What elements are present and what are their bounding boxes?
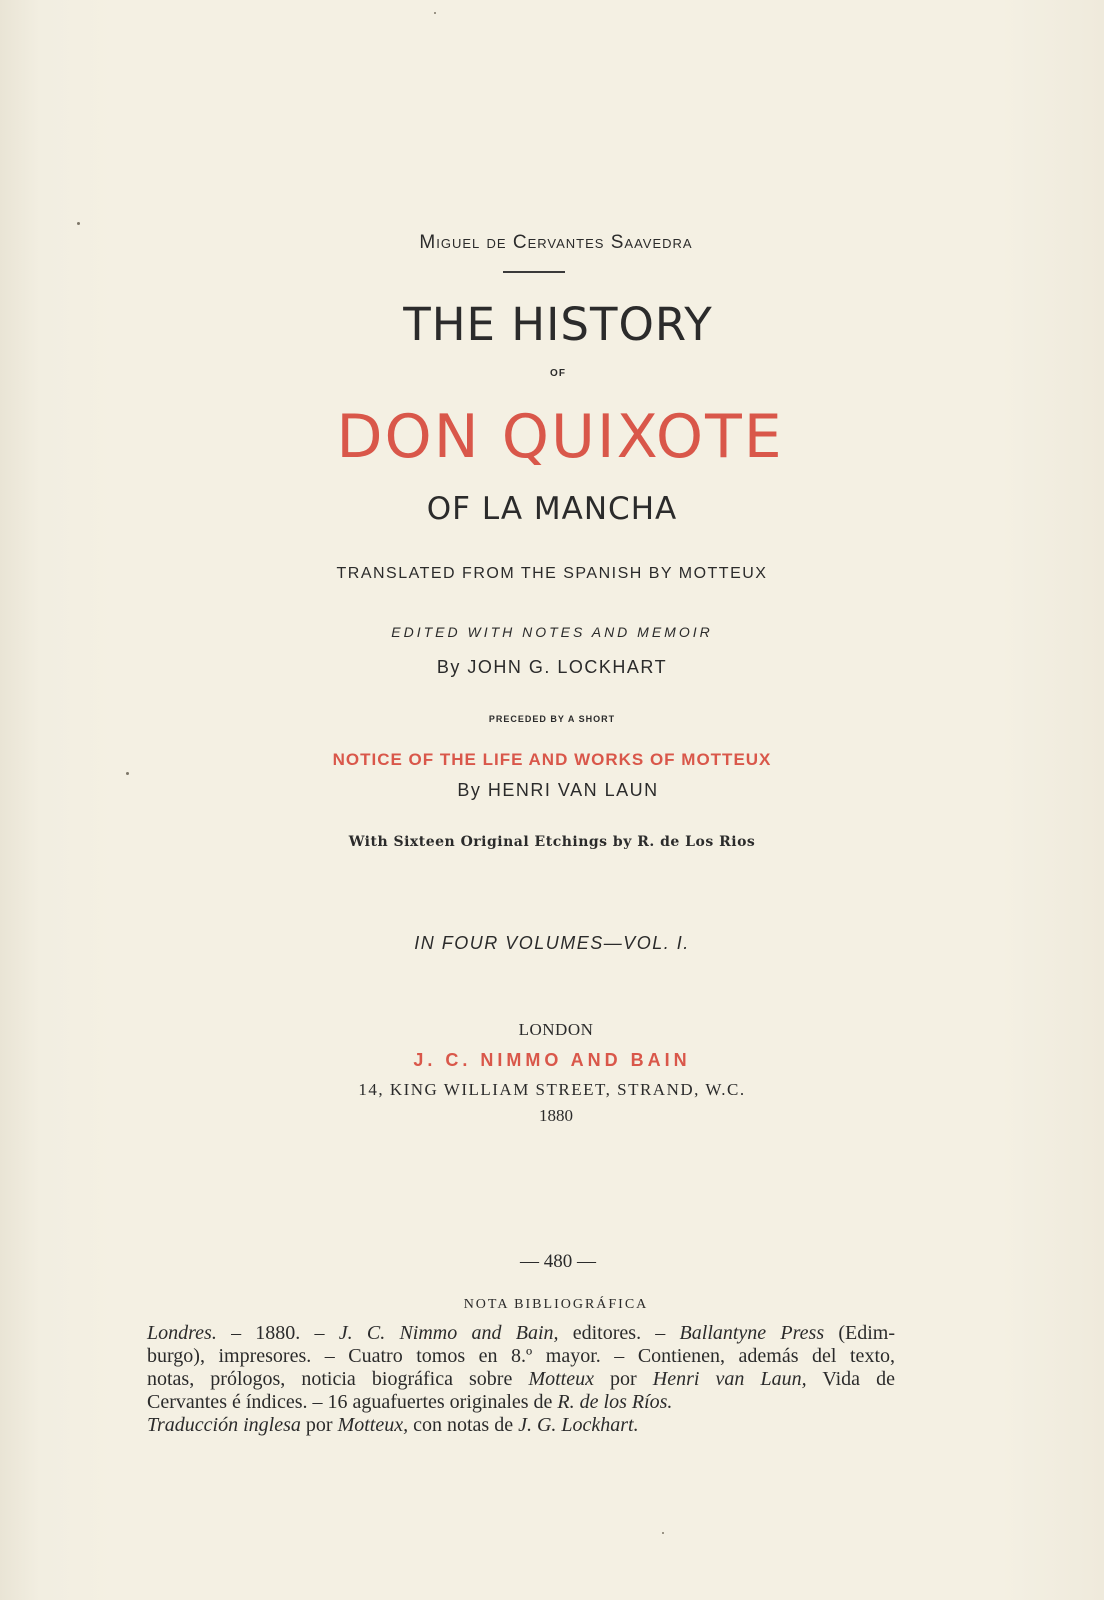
nota-line-4 bbox=[147, 1391, 907, 1414]
nota-line-2: burgo), impresores. – Cuatro tomos en 8.º mayor. – Contienen, además del texto, bbox=[147, 1345, 895, 1367]
paper-speck bbox=[126, 772, 129, 775]
preceded-by: PRECEDED BY A SHORT bbox=[488, 714, 616, 724]
nota-text: notas, prólogos, noticia biográfica sobre bbox=[147, 1368, 529, 1390]
title-of-la-mancha: OF LA MANCHA bbox=[426, 491, 678, 527]
title-rule bbox=[503, 271, 565, 273]
translated-by: TRANSLATED FROM THE SPANISH BY MOTTEUX bbox=[336, 565, 768, 582]
nota-text: – 1880. – bbox=[216, 1322, 339, 1344]
title-of: OF bbox=[550, 368, 566, 379]
imprint-year: 1880 bbox=[539, 1106, 573, 1125]
nota-text: con notas de bbox=[408, 1414, 519, 1436]
title-the-history: THE HISTORY bbox=[403, 298, 713, 351]
nota-text: Vida de bbox=[806, 1368, 895, 1390]
imprint-address: 14, KING WILLIAM STREET, STRAND, W.C. bbox=[358, 1080, 746, 1099]
nota-text: Ballantyne Press bbox=[679, 1322, 825, 1344]
nota-heading: NOTA BIBLIOGRÁFICA bbox=[463, 1297, 649, 1312]
notice-author: By HENRI VAN LAUN bbox=[457, 780, 659, 800]
nota-text: Henri van Laun, bbox=[652, 1368, 807, 1390]
volumes-line: IN FOUR VOLUMES—VOL. I. bbox=[414, 933, 690, 953]
nota-text: Cervantes é índices. – 16 aguafuertes originales de bbox=[147, 1391, 558, 1413]
nota-text: por bbox=[593, 1368, 653, 1390]
nota-line-1 bbox=[147, 1322, 895, 1345]
nota-body bbox=[147, 1322, 907, 1437]
paper-speck bbox=[662, 1532, 664, 1534]
page-number: — 480 — bbox=[520, 1251, 596, 1272]
nota-text: J. C. Nimmo and Bain, bbox=[338, 1322, 559, 1344]
title-don-quixote: DON QUIXOTE bbox=[336, 402, 784, 472]
nota-text: editores. – bbox=[558, 1322, 680, 1344]
etchings-line: With Sixteen Original Etchings by R. de Los Rios bbox=[348, 834, 756, 850]
nota-text: Motteux, bbox=[337, 1414, 409, 1436]
nota-text: Londres. bbox=[147, 1322, 217, 1344]
nota-text: por bbox=[300, 1414, 338, 1436]
editor-name: By JOHN G. LOCKHART bbox=[436, 657, 668, 677]
imprint-city: LONDON bbox=[518, 1020, 594, 1039]
nota-line-3 bbox=[147, 1368, 895, 1391]
nota-text: R. de los Ríos. bbox=[557, 1391, 673, 1413]
nota-text: (Edim- bbox=[824, 1322, 896, 1344]
nota-text: J. G. Lockhart. bbox=[518, 1414, 639, 1436]
nota-text: Traducción inglesa bbox=[147, 1414, 301, 1436]
paper-speck bbox=[77, 222, 80, 225]
notice-title: NOTICE OF THE LIFE AND WORKS OF MOTTEUX bbox=[332, 750, 772, 769]
nota-text: Motteux bbox=[528, 1368, 594, 1390]
paper-speck bbox=[434, 12, 436, 14]
edited-with-notes: EDITED WITH NOTES AND MEMOIR bbox=[391, 624, 713, 640]
author-name: Miguel de Cervantes Saavedra bbox=[419, 232, 693, 253]
imprint-publisher: J. C. NIMMO AND BAIN bbox=[413, 1050, 691, 1070]
nota-line-5 bbox=[147, 1414, 907, 1437]
